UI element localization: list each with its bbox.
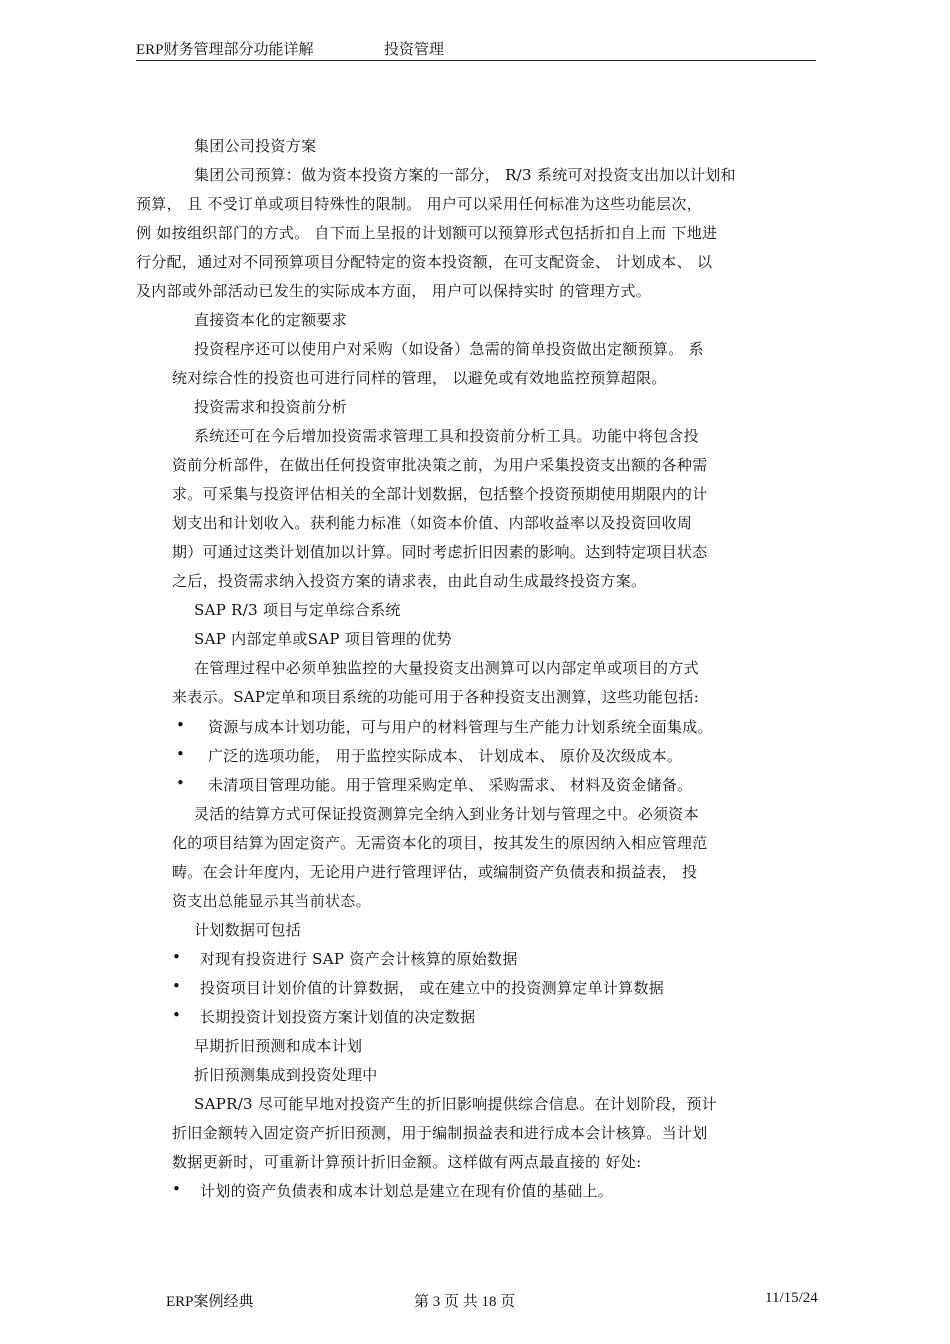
bullet-icon: • [172, 1180, 181, 1198]
section-heading: 直接资本化的定额要求 [194, 311, 348, 329]
text-line: 来表示。SAP定单和项目系统的功能可用于各种投资支出测算，这些功能包括: [172, 688, 700, 706]
bullet-item: 长期投资计划投资方案计划值的决定数据 [200, 1008, 476, 1026]
bullet-item: 广泛的选项功能， 用于监控实际成本、 计划成本、 原价及次级成本。 [208, 747, 683, 765]
text-line: 求。可采集与投资评估相关的全部计划数据，包括整个投资预期使用期限内的计 [172, 485, 708, 503]
text-line: 灵活的结算方式可保证投资测算完全纳入到业务计划与管理之中。必须资本 [194, 805, 699, 823]
section-heading: 计划数据可包括 [194, 921, 302, 939]
bullet-item: 资源与成本计划功能，可与用户的材料管理与生产能力计划系统全面集成。 [208, 718, 713, 736]
page-number: 第 3 页 共 18 页 [414, 1294, 516, 1310]
section-heading: 集团公司投资方案 [194, 137, 317, 155]
bullet-icon: • [176, 716, 185, 734]
text-line: 期）可通过这类计划值加以计算。同时考虑折旧因素的影响。达到特定项目状态 [172, 543, 708, 561]
text-line: 统对综合性的投资也可进行同样的管理， 以避免或有效地监控预算超限。 [172, 369, 667, 387]
bullet-item: 计划的资产负债表和成本计划总是建立在现有价值的基础上。 [200, 1182, 614, 1200]
text-line: 在管理过程中必须单独监控的大量投资支出测算可以内部定单或项目的方式 [194, 659, 699, 677]
footer-left: ERP案例经典 [166, 1294, 254, 1310]
text-line: 化的项目结算为固定资产。无需资本化的项目，按其发生的原因纳入相应管理范 [172, 834, 708, 852]
text-line: 资前分析部件，在做出任何投资审批决策之前，为用户采集投资支出额的各种需 [172, 456, 708, 474]
text-line: 畴。在会计年度内，无论用户进行管理评估，或编制资产负债表和损益表， 投 [172, 863, 698, 881]
bullet-item: 投资项目计划价值的计算数据， 或在建立中的投资测算定单计算数据 [200, 979, 665, 997]
bullet-icon: • [172, 977, 181, 995]
page-header [136, 36, 816, 61]
text-line: 之后，投资需求纳入投资方案的请求表，由此自动生成最终投资方案。 [172, 572, 647, 590]
text-line: 资支出总能显示其当前状态。 [172, 892, 371, 910]
bullet-icon: • [172, 948, 181, 966]
section-heading: SAP 内部定单或SAP 项目管理的优势 [194, 630, 452, 648]
text-line: 数据更新时，可重新计算预计折旧金额。这样做有两点最直接的 好处: [172, 1153, 642, 1171]
text-line: 折旧金额转入固定资产折旧预测，用于编制损益表和进行成本会计核算。当计划 [172, 1124, 708, 1142]
bullet-icon: • [176, 745, 185, 763]
header-document-title: ERP财务管理部分功能详解 [136, 42, 314, 58]
section-heading: 早期折旧预测和成本计划 [194, 1037, 363, 1055]
text-line: 行分配，通过对不同预算项目分配特定的资本投资额，在可支配资金、 计划成本、 以 [136, 253, 713, 271]
bullet-item: 对现有投资进行 SAP 资产会计核算的原始数据 [200, 950, 518, 968]
text-line: 投资程序还可以使用户对采购（如设备）急需的简单投资做出定额预算。 系 [194, 340, 704, 358]
section-heading: 投资需求和投资前分析 [194, 398, 348, 416]
bullet-icon: • [176, 774, 185, 792]
section-heading: SAP R/3 项目与定单综合系统 [194, 601, 401, 619]
text-line: SAPR/3 尽可能早地对投资产生的折旧影响提供综合信息。在计划阶段，预计 [194, 1095, 717, 1113]
text-line: 预算， 且 不受订单或项目特殊性的限制。 用户可以采用任何标准为这些功能层次， [136, 195, 703, 213]
text-line: 及内部或外部活动已发生的实际成本方面， 用户可以保持实时 的管理方式。 [136, 282, 652, 300]
bullet-item: 未清项目管理功能。用于管理采购定单、 采购需求、 材料及资金储备。 [208, 776, 693, 794]
header-section-title: 投资管理 [384, 42, 445, 58]
text-line: 集团公司预算：做为资本投资方案的一部分， R/3 系统可对投资支出加以计划和 [194, 166, 736, 184]
text-line: 划支出和计划收入。获利能力标准（如资本价值、内部收益率以及投资回收周 [172, 514, 693, 532]
bullet-icon: • [172, 1006, 181, 1024]
text-line: 系统还可在今后增加投资需求管理工具和投资前分析工具。功能中将包含投 [194, 427, 699, 445]
section-heading: 折旧预测集成到投资处理中 [194, 1066, 378, 1084]
footer-date: 11/15/24 [765, 1290, 818, 1306]
text-line: 例 如按组织部门的方式。 自下而上呈报的计划额可以预算形式包括折扣自上而 下地进 [136, 224, 718, 242]
